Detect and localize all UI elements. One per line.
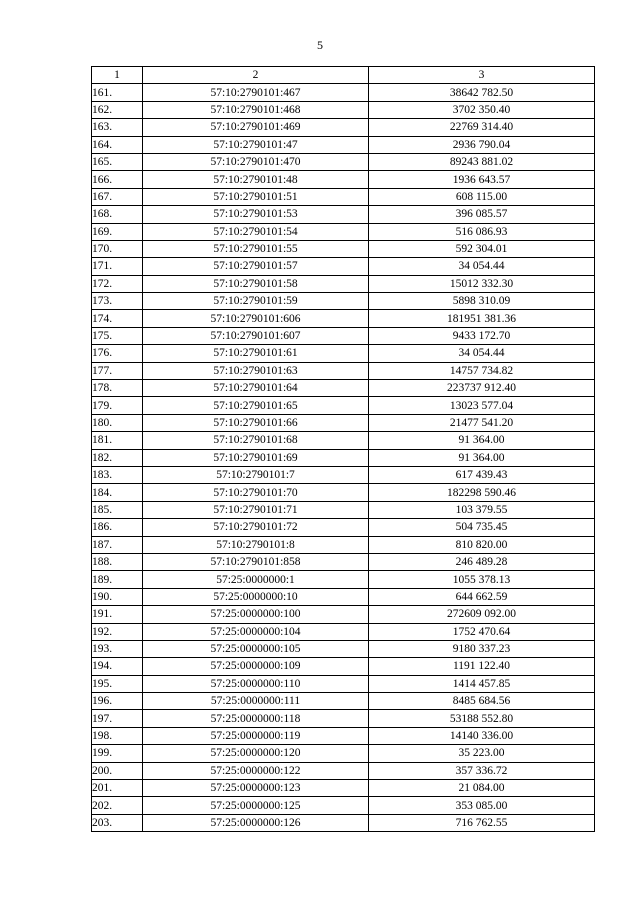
cadastral-number: 57:10:2790101:48 [143, 171, 369, 188]
row-number: 170. [92, 240, 143, 257]
cadastral-number: 57:25:0000000:109 [143, 658, 369, 675]
cadastral-number: 57:10:2790101:53 [143, 206, 369, 223]
row-number: 201. [92, 780, 143, 797]
cadastral-number: 57:10:2790101:55 [143, 240, 369, 257]
row-number: 190. [92, 588, 143, 605]
table-row [92, 397, 595, 414]
cadastral-number: 57:10:2790101:63 [143, 362, 369, 379]
table-row [92, 449, 595, 466]
table-row [92, 240, 595, 257]
row-number: 181. [92, 432, 143, 449]
page-number: 5 [317, 38, 323, 52]
row-number: 177. [92, 362, 143, 379]
cadastral-value: 246 489.28 [369, 553, 595, 570]
cadastral-value: 617 439.43 [369, 466, 595, 483]
cadastral-number: 57:25:0000000:1 [143, 571, 369, 588]
cadastral-value: 810 820.00 [369, 536, 595, 553]
row-number: 191. [92, 606, 143, 623]
row-number: 183. [92, 466, 143, 483]
cadastral-value: 89243 881.02 [369, 153, 595, 170]
cadastral-number: 57:25:0000000:10 [143, 588, 369, 605]
table-row [92, 275, 595, 292]
row-number: 199. [92, 745, 143, 762]
table-row [92, 171, 595, 188]
cadastral-number: 57:10:2790101:607 [143, 327, 369, 344]
table-row [92, 710, 595, 727]
row-number: 187. [92, 536, 143, 553]
cadastral-number: 57:25:0000000:122 [143, 762, 369, 779]
cadastral-value: 1752 470.64 [369, 623, 595, 640]
row-number: 175. [92, 327, 143, 344]
cadastral-number: 57:10:2790101:66 [143, 414, 369, 431]
row-number: 176. [92, 345, 143, 362]
row-number: 173. [92, 293, 143, 310]
cadastral-value: 504 735.45 [369, 519, 595, 536]
cadastral-number: 57:10:2790101:70 [143, 484, 369, 501]
cadastral-number: 57:10:2790101:47 [143, 136, 369, 153]
cadastral-value: 182298 590.46 [369, 484, 595, 501]
row-number: 197. [92, 710, 143, 727]
table-row [92, 484, 595, 501]
table-row [92, 658, 595, 675]
cadastral-value: 1191 122.40 [369, 658, 595, 675]
table-row [92, 571, 595, 588]
cadastral-number: 57:10:2790101:71 [143, 501, 369, 518]
cadastral-value: 1055 378.13 [369, 571, 595, 588]
column-header-2: 2 [143, 67, 369, 84]
cadastral-value: 21 084.00 [369, 780, 595, 797]
row-number: 161. [92, 84, 143, 101]
table-row [92, 797, 595, 814]
row-number: 165. [92, 153, 143, 170]
cadastral-value: 353 085.00 [369, 797, 595, 814]
row-number: 198. [92, 727, 143, 744]
row-number: 200. [92, 762, 143, 779]
cadastral-value: 103 379.55 [369, 501, 595, 518]
cadastral-number: 57:25:0000000:126 [143, 814, 369, 831]
cadastral-value: 53188 552.80 [369, 710, 595, 727]
row-number: 179. [92, 397, 143, 414]
cadastral-number: 57:25:0000000:119 [143, 727, 369, 744]
cadastral-number: 57:25:0000000:105 [143, 640, 369, 657]
table-row [92, 310, 595, 327]
table-row [92, 136, 595, 153]
cadastral-number: 57:10:2790101:468 [143, 101, 369, 118]
table-row [92, 814, 595, 831]
cadastral-value: 38642 782.50 [369, 84, 595, 101]
row-number: 168. [92, 206, 143, 223]
row-number: 185. [92, 501, 143, 518]
table-header-row [92, 67, 595, 84]
table-row [92, 84, 595, 101]
table-row [92, 675, 595, 692]
row-number: 195. [92, 675, 143, 692]
table-row [92, 188, 595, 205]
cadastral-value: 396 085.57 [369, 206, 595, 223]
cadastral-value: 516 086.93 [369, 223, 595, 240]
cadastral-value: 34 054.44 [369, 345, 595, 362]
row-number: 169. [92, 223, 143, 240]
table-row [92, 345, 595, 362]
row-number: 178. [92, 380, 143, 397]
row-number: 196. [92, 693, 143, 710]
cadastral-number: 57:10:2790101:72 [143, 519, 369, 536]
cadastral-number: 57:10:2790101:54 [143, 223, 369, 240]
table-row [92, 623, 595, 640]
table-row [92, 153, 595, 170]
cadastral-number: 57:25:0000000:100 [143, 606, 369, 623]
row-number: 167. [92, 188, 143, 205]
cadastral-number: 57:25:0000000:123 [143, 780, 369, 797]
table-row [92, 101, 595, 118]
cadastral-number: 57:10:2790101:8 [143, 536, 369, 553]
cadastral-value-table [91, 66, 595, 832]
row-number: 164. [92, 136, 143, 153]
row-number: 184. [92, 484, 143, 501]
table-row [92, 501, 595, 518]
table-row [92, 223, 595, 240]
column-header-1: 1 [92, 67, 143, 84]
cadastral-value: 9180 337.23 [369, 640, 595, 657]
cadastral-value: 181951 381.36 [369, 310, 595, 327]
table-row [92, 258, 595, 275]
cadastral-number: 57:25:0000000:118 [143, 710, 369, 727]
row-number: 203. [92, 814, 143, 831]
cadastral-value: 716 762.55 [369, 814, 595, 831]
cadastral-value: 3702 350.40 [369, 101, 595, 118]
cadastral-number: 57:10:2790101:65 [143, 397, 369, 414]
row-number: 186. [92, 519, 143, 536]
cadastral-number: 57:25:0000000:110 [143, 675, 369, 692]
table-row [92, 762, 595, 779]
cadastral-number: 57:25:0000000:125 [143, 797, 369, 814]
row-number: 202. [92, 797, 143, 814]
cadastral-number: 57:10:2790101:858 [143, 553, 369, 570]
cadastral-value: 22769 314.40 [369, 119, 595, 136]
row-number: 163. [92, 119, 143, 136]
cadastral-value: 35 223.00 [369, 745, 595, 762]
cadastral-value: 14140 336.00 [369, 727, 595, 744]
row-number: 182. [92, 449, 143, 466]
row-number: 162. [92, 101, 143, 118]
cadastral-number: 57:10:2790101:59 [143, 293, 369, 310]
row-number: 172. [92, 275, 143, 292]
cadastral-number: 57:10:2790101:68 [143, 432, 369, 449]
row-number: 193. [92, 640, 143, 657]
cadastral-value: 21477 541.20 [369, 414, 595, 431]
table-row [92, 206, 595, 223]
row-number: 180. [92, 414, 143, 431]
table-row [92, 466, 595, 483]
table-row [92, 414, 595, 431]
table-row [92, 536, 595, 553]
table-row [92, 380, 595, 397]
row-number: 166. [92, 171, 143, 188]
cadastral-value: 8485 684.56 [369, 693, 595, 710]
cadastral-number: 57:10:2790101:64 [143, 380, 369, 397]
cadastral-value: 592 304.01 [369, 240, 595, 257]
row-number: 192. [92, 623, 143, 640]
cadastral-value: 91 364.00 [369, 449, 595, 466]
table-row [92, 588, 595, 605]
cadastral-value: 608 115.00 [369, 188, 595, 205]
row-number: 171. [92, 258, 143, 275]
row-number: 189. [92, 571, 143, 588]
table-row [92, 553, 595, 570]
cadastral-value: 9433 172.70 [369, 327, 595, 344]
cadastral-number: 57:10:2790101:51 [143, 188, 369, 205]
table-row [92, 640, 595, 657]
cadastral-number: 57:10:2790101:58 [143, 275, 369, 292]
row-number: 194. [92, 658, 143, 675]
cadastral-value: 14757 734.82 [369, 362, 595, 379]
cadastral-value: 91 364.00 [369, 432, 595, 449]
row-number: 188. [92, 553, 143, 570]
table-row [92, 727, 595, 744]
cadastral-number: 57:10:2790101:61 [143, 345, 369, 362]
cadastral-number: 57:10:2790101:69 [143, 449, 369, 466]
cadastral-value: 34 054.44 [369, 258, 595, 275]
cadastral-value: 223737 912.40 [369, 380, 595, 397]
cadastral-value: 1414 457.85 [369, 675, 595, 692]
cadastral-number: 57:10:2790101:467 [143, 84, 369, 101]
cadastral-value: 272609 092.00 [369, 606, 595, 623]
cadastral-number: 57:10:2790101:469 [143, 119, 369, 136]
table-row [92, 780, 595, 797]
table-body [92, 84, 595, 832]
row-number: 174. [92, 310, 143, 327]
table-row [92, 119, 595, 136]
cadastral-value: 2936 790.04 [369, 136, 595, 153]
table-row [92, 606, 595, 623]
cadastral-number: 57:10:2790101:7 [143, 466, 369, 483]
table-row [92, 432, 595, 449]
table-row [92, 745, 595, 762]
cadastral-number: 57:25:0000000:111 [143, 693, 369, 710]
cadastral-number: 57:25:0000000:120 [143, 745, 369, 762]
table-row [92, 327, 595, 344]
cadastral-value: 15012 332.30 [369, 275, 595, 292]
cadastral-value: 357 336.72 [369, 762, 595, 779]
cadastral-number: 57:10:2790101:606 [143, 310, 369, 327]
table-row [92, 693, 595, 710]
cadastral-number: 57:10:2790101:57 [143, 258, 369, 275]
cadastral-number: 57:10:2790101:470 [143, 153, 369, 170]
cadastral-number: 57:25:0000000:104 [143, 623, 369, 640]
cadastral-value: 644 662.59 [369, 588, 595, 605]
table-row [92, 293, 595, 310]
column-header-3: 3 [369, 67, 595, 84]
cadastral-value: 1936 643.57 [369, 171, 595, 188]
cadastral-value: 5898 310.09 [369, 293, 595, 310]
table-row [92, 362, 595, 379]
table-row [92, 519, 595, 536]
cadastral-value: 13023 577.04 [369, 397, 595, 414]
